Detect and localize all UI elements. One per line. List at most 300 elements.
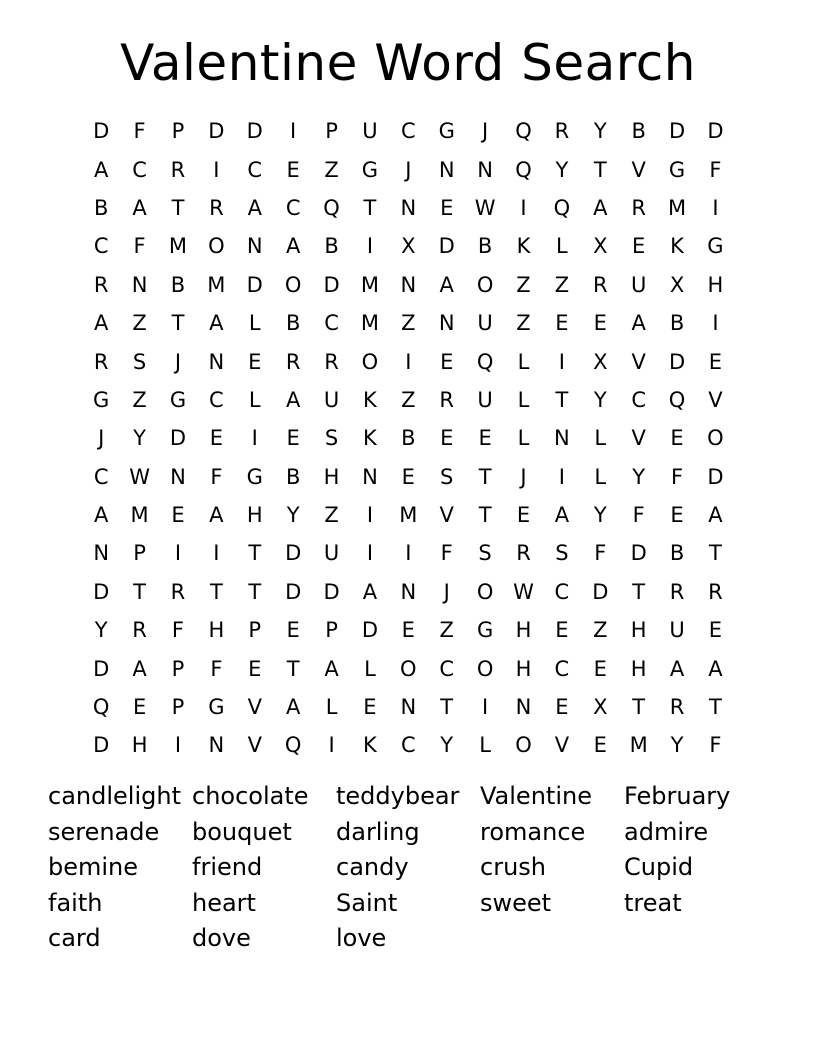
grid-letter: V — [631, 349, 646, 374]
grid-letter: U — [323, 387, 340, 412]
grid-letter: X — [593, 234, 608, 259]
grid-letter: I — [520, 195, 527, 220]
grid-letter: P — [325, 119, 338, 144]
grid-letter: C — [554, 656, 570, 681]
grid-letter: V — [631, 157, 646, 182]
grid-letter: Q — [668, 387, 686, 412]
grid-letter: F — [594, 541, 607, 566]
grid-letter: A — [94, 157, 109, 182]
grid-letter: L — [594, 464, 607, 489]
grid-letter: K — [363, 426, 377, 451]
grid-letter: B — [93, 195, 109, 220]
grid-letter: Z — [401, 387, 416, 412]
grid-letter: I — [405, 349, 412, 374]
grid-letter: E — [209, 426, 223, 451]
grid-letter: D — [323, 579, 340, 604]
grid-letter: I — [251, 426, 258, 451]
grid-letter: V — [631, 426, 646, 451]
grid-letter: T — [478, 503, 492, 528]
grid-letter: E — [555, 695, 569, 720]
grid-letter: J — [174, 349, 182, 374]
grid-letter: F — [709, 157, 722, 182]
grid-letter: G — [246, 464, 263, 489]
grid-letter: E — [440, 426, 454, 451]
grid-letter: L — [364, 656, 376, 681]
word-bank-item: love — [336, 924, 387, 953]
grid-letter: L — [517, 349, 530, 374]
grid-letter: I — [213, 157, 220, 182]
grid-letter: F — [671, 464, 684, 489]
grid-letter: O — [476, 656, 494, 681]
grid-letter: N — [438, 311, 455, 336]
grid-letter: D — [438, 234, 455, 259]
grid-letter: M — [667, 195, 687, 220]
grid-letter: D — [208, 119, 225, 144]
grid-letter: B — [631, 119, 646, 144]
grid-letter: W — [513, 579, 534, 604]
word-bank-item: admire — [624, 817, 709, 846]
grid-letter: E — [708, 618, 723, 643]
grid-letter: E — [286, 157, 300, 182]
grid-letter: O — [208, 234, 225, 259]
grid-letter: I — [712, 311, 719, 336]
grid-letter: Z — [401, 311, 416, 336]
grid-letter: N — [362, 464, 378, 489]
word-bank-item: romance — [480, 817, 586, 846]
grid-letter: P — [171, 656, 185, 681]
grid-letter: S — [132, 349, 147, 374]
grid-letter: T — [248, 579, 262, 604]
grid-letter: K — [363, 733, 377, 758]
grid-letter: M — [399, 503, 418, 528]
grid-letter: M — [207, 272, 226, 297]
grid-letter: D — [285, 541, 302, 566]
grid-letter: A — [132, 656, 147, 681]
grid-letter: E — [555, 311, 569, 336]
grid-letter: B — [324, 234, 339, 259]
grid-letter: C — [93, 464, 109, 489]
word-bank-item: crush — [480, 853, 546, 882]
grid-letter: D — [93, 656, 110, 681]
grid-letter: R — [592, 272, 608, 297]
grid-letter: I — [174, 541, 182, 566]
grid-letter: T — [632, 579, 646, 604]
grid-letter: G — [93, 387, 110, 412]
grid-letter: P — [171, 119, 185, 144]
grid-letter: A — [247, 195, 262, 220]
grid-letter: W — [474, 195, 496, 220]
grid-letter: I — [328, 733, 335, 758]
grid-letter: I — [405, 541, 412, 566]
grid-letter: G — [438, 119, 455, 144]
grid-letter: A — [285, 387, 301, 412]
grid-letter: R — [669, 579, 685, 604]
grid-letter: B — [669, 311, 685, 336]
grid-letter: E — [670, 503, 684, 528]
grid-letter: C — [400, 733, 416, 758]
grid-letter: B — [401, 426, 416, 451]
grid-letter: A — [708, 656, 723, 681]
word-bank-item: bemine — [48, 853, 139, 882]
grid-letter: I — [213, 541, 220, 566]
grid-letter: E — [632, 234, 646, 259]
grid-letter: Y — [286, 503, 300, 528]
grid-letter: A — [209, 311, 224, 336]
grid-letter: C — [93, 234, 109, 259]
grid-letter: K — [516, 234, 531, 259]
grid-letter: D — [169, 426, 187, 451]
grid-letter: D — [285, 579, 302, 604]
grid-letter: N — [477, 157, 493, 182]
grid-letter: M — [130, 503, 149, 528]
grid-letter: Z — [516, 272, 531, 297]
grid-letter: U — [630, 272, 647, 297]
grid-letter: A — [708, 503, 723, 528]
grid-letter: A — [132, 195, 147, 220]
grid-letter: E — [171, 503, 185, 528]
grid-letter: R — [516, 541, 531, 566]
grid-letter: L — [248, 311, 261, 336]
grid-letter: Z — [439, 618, 454, 643]
grid-letter: J — [520, 464, 527, 489]
grid-letter: U — [477, 387, 493, 412]
grid-letter: D — [361, 618, 379, 643]
grid-letter: S — [440, 464, 454, 489]
word-bank-item: dove — [192, 924, 251, 953]
grid-letter: E — [248, 349, 262, 374]
grid-letter: A — [285, 695, 301, 720]
grid-letter: V — [247, 695, 262, 720]
grid-letter: G — [361, 157, 379, 182]
grid-letter: A — [554, 503, 570, 528]
grid-letter: I — [558, 464, 565, 489]
grid-letter: E — [401, 464, 415, 489]
word-bank-item: Valentine — [480, 782, 592, 810]
grid-letter: Q — [515, 119, 532, 144]
grid-letter: O — [515, 733, 532, 758]
grid-letter: L — [594, 426, 607, 451]
grid-letter: T — [632, 695, 646, 720]
grid-letter: C — [400, 119, 416, 144]
grid-letter: Q — [284, 733, 302, 758]
grid-letter: G — [668, 157, 686, 182]
grid-letter: A — [209, 503, 224, 528]
grid-letter: N — [400, 272, 417, 297]
grid-letter: F — [210, 464, 223, 489]
grid-letter: S — [555, 541, 569, 566]
grid-letter: N — [400, 695, 417, 720]
grid-letter: L — [479, 733, 491, 758]
grid-letter: D — [93, 579, 110, 604]
grid-letter: G — [208, 695, 225, 720]
grid-letter: R — [631, 195, 646, 220]
grid-letter: I — [366, 541, 374, 566]
grid-letter: M — [168, 234, 188, 259]
grid-letter: A — [285, 234, 301, 259]
grid-letter: T — [248, 541, 262, 566]
grid-letter: H — [630, 656, 647, 681]
grid-letter: N — [208, 349, 225, 374]
grid-letter: N — [131, 272, 148, 297]
grid-letter: O — [361, 349, 379, 374]
grid-letter: Y — [133, 426, 146, 451]
grid-letter: C — [247, 157, 263, 182]
grid-letter: Z — [132, 387, 147, 412]
grid-letter: G — [476, 618, 494, 643]
grid-letter: N — [246, 234, 263, 259]
grid-letter: L — [325, 695, 338, 720]
grid-letter: B — [285, 311, 301, 336]
word-bank-item: treat — [624, 888, 682, 917]
grid-letter: Q — [515, 157, 532, 182]
grid-letter: C — [439, 656, 455, 681]
grid-letter: R — [132, 618, 147, 643]
grid-letter: O — [400, 656, 417, 681]
grid-letter: C — [285, 195, 301, 220]
grid-letter: L — [556, 234, 568, 259]
grid-letter: I — [290, 119, 297, 144]
grid-letter: J — [482, 119, 489, 144]
grid-letter: V — [554, 733, 570, 758]
grid-letter: S — [478, 541, 492, 566]
grid-letter: T — [363, 195, 377, 220]
grid-letter: E — [401, 618, 415, 643]
grid-letter: E — [478, 426, 492, 451]
grid-letter: T — [171, 311, 185, 336]
grid-letter: O — [476, 272, 494, 297]
grid-letter: E — [363, 695, 377, 720]
grid-letter: T — [593, 157, 607, 182]
grid-letter: I — [482, 695, 489, 720]
grid-letter: A — [439, 272, 454, 297]
grid-letter: T — [286, 656, 300, 681]
grid-letter: J — [443, 579, 450, 604]
grid-letter: V — [439, 503, 454, 528]
grid-letter: X — [593, 695, 608, 720]
grid-letter: E — [132, 695, 147, 720]
word-bank-item: faith — [48, 888, 103, 917]
grid-letter: B — [170, 272, 186, 297]
grid-letter: D — [93, 119, 110, 144]
grid-letter: Z — [132, 311, 147, 336]
grid-letter: H — [246, 503, 263, 528]
grid-letter: R — [554, 119, 570, 144]
grid-letter: A — [94, 311, 109, 336]
grid-letter: O — [707, 426, 724, 451]
grid-letter: I — [174, 733, 182, 758]
grid-letter: S — [324, 426, 339, 451]
grid-letter: Y — [632, 464, 646, 489]
grid-letter: H — [323, 464, 340, 489]
grid-letter: D — [668, 119, 686, 144]
grid-letter: D — [630, 541, 647, 566]
grid-letter: N — [400, 195, 417, 220]
grid-letter: C — [209, 387, 224, 412]
word-bank-item: candy — [336, 853, 409, 882]
grid-letter: G — [707, 234, 724, 259]
grid-letter: Z — [324, 157, 339, 182]
grid-letter: D — [246, 272, 263, 297]
grid-letter: C — [132, 157, 147, 182]
grid-letter: A — [362, 579, 378, 604]
grid-letter: F — [709, 733, 722, 758]
grid-letter: E — [593, 656, 607, 681]
grid-letter: R — [170, 157, 186, 182]
word-bank-item: February — [624, 782, 731, 810]
grid-letter: D — [707, 464, 724, 489]
grid-letter: F — [632, 503, 645, 528]
grid-letter: C — [554, 579, 570, 604]
grid-letter: O — [284, 272, 302, 297]
grid-letter: T — [209, 579, 223, 604]
word-bank-item: Cupid — [624, 853, 694, 882]
word-bank-item: darling — [336, 817, 420, 846]
grid-letter: M — [360, 272, 379, 297]
grid-letter: D — [592, 579, 609, 604]
grid-letter: H — [208, 618, 225, 643]
grid-letter: U — [362, 119, 378, 144]
grid-letter: T — [709, 695, 722, 720]
grid-letter: H — [515, 618, 532, 643]
grid-letter: Q — [92, 695, 110, 720]
grid-letter: T — [709, 541, 722, 566]
grid-letter: O — [476, 579, 494, 604]
grid-letter: R — [669, 695, 685, 720]
grid-letter: N — [93, 541, 110, 566]
grid-letter: Y — [94, 618, 108, 643]
grid-letter: T — [133, 579, 146, 604]
grid-letter: H — [131, 733, 148, 758]
grid-letter: V — [247, 733, 262, 758]
grid-letter: Y — [440, 733, 454, 758]
grid-letter: I — [366, 234, 374, 259]
grid-letter: P — [133, 541, 146, 566]
grid-letter: D — [246, 119, 263, 144]
grid-letter: V — [708, 387, 723, 412]
grid-letter: Y — [593, 503, 607, 528]
grid-letter: R — [209, 195, 224, 220]
grid-letter: E — [440, 195, 454, 220]
grid-letter: N — [400, 579, 417, 604]
grid-letter: B — [285, 464, 301, 489]
grid-letter: R — [93, 272, 109, 297]
page-title: Valentine Word Search — [120, 34, 696, 92]
grid-letter: E — [593, 733, 607, 758]
grid-letter: J — [405, 157, 412, 182]
grid-letter: T — [440, 695, 454, 720]
grid-letter: R — [439, 387, 454, 412]
grid-letter: D — [93, 733, 110, 758]
grid-letter: L — [517, 426, 530, 451]
grid-letter: B — [669, 541, 685, 566]
grid-letter: C — [324, 311, 339, 336]
word-bank-item: chocolate — [192, 782, 309, 810]
grid-letter: B — [477, 234, 493, 259]
grid-letter: I — [712, 195, 719, 220]
word-bank-item: candlelight — [48, 782, 181, 810]
word-bank — [48, 779, 768, 957]
grid-letter: C — [631, 387, 646, 412]
grid-letter: F — [210, 656, 223, 681]
word-bank-item: card — [48, 924, 101, 953]
grid-letter: L — [248, 387, 261, 412]
word-bank-item: teddybear — [336, 782, 460, 810]
grid-letter: E — [593, 311, 607, 336]
grid-letter: R — [285, 349, 301, 374]
grid-letter: A — [324, 656, 339, 681]
word-bank-item: heart — [192, 888, 256, 917]
word-bank-item: friend — [192, 853, 263, 882]
grid-letter: H — [630, 618, 647, 643]
grid-letter: E — [708, 349, 723, 374]
grid-letter: E — [440, 349, 454, 374]
grid-letter: H — [707, 272, 724, 297]
grid-letter: X — [669, 272, 685, 297]
grid-letter: M — [629, 733, 648, 758]
grid-letter: A — [94, 503, 109, 528]
grid-letter: E — [286, 618, 300, 643]
grid-letter: L — [517, 387, 530, 412]
grid-letter: Z — [554, 272, 570, 297]
grid-letter: K — [670, 234, 684, 259]
grid-letter: F — [171, 618, 185, 643]
grid-letter: P — [171, 695, 185, 720]
grid-letter: A — [593, 195, 608, 220]
grid-letter: N — [208, 733, 225, 758]
grid-letter: E — [670, 426, 684, 451]
grid-letter: X — [593, 349, 608, 374]
grid-letter: X — [401, 234, 416, 259]
grid-letter: Y — [593, 119, 607, 144]
grid-letter: D — [323, 272, 340, 297]
grid-letter: D — [707, 119, 724, 144]
grid-letter: E — [555, 618, 569, 643]
grid-letter: N — [515, 695, 532, 720]
grid-letter: U — [477, 311, 493, 336]
grid-letter: Q — [553, 195, 571, 220]
word-bank-item: serenade — [48, 817, 160, 846]
grid-letter: T — [555, 387, 569, 412]
grid-letter: A — [631, 311, 646, 336]
grid-letter: N — [438, 157, 455, 182]
grid-letter: Y — [555, 157, 569, 182]
grid-letter: U — [323, 541, 340, 566]
grid-letter: E — [286, 426, 300, 451]
grid-letter: F — [133, 234, 146, 259]
grid-letter: E — [516, 503, 531, 528]
grid-letter: G — [169, 387, 187, 412]
grid-letter: I — [558, 349, 565, 374]
grid-letter: Z — [324, 503, 339, 528]
grid-letter: R — [708, 579, 723, 604]
grid-letter: Y — [593, 387, 607, 412]
grid-letter: Q — [476, 349, 494, 374]
grid-letter: D — [668, 349, 686, 374]
grid-letter: N — [170, 464, 186, 489]
grid-letter: J — [98, 426, 105, 451]
grid-letter: P — [248, 618, 262, 643]
grid-letter: Q — [323, 195, 340, 220]
letter-grid — [82, 112, 735, 765]
grid-letter: F — [440, 541, 453, 566]
grid-letter: A — [669, 656, 685, 681]
grid-letter: H — [515, 656, 532, 681]
grid-letter: T — [478, 464, 492, 489]
word-bank-item: bouquet — [192, 817, 292, 846]
grid-letter: R — [93, 349, 109, 374]
grid-letter: Z — [593, 618, 608, 643]
grid-letter: T — [171, 195, 185, 220]
